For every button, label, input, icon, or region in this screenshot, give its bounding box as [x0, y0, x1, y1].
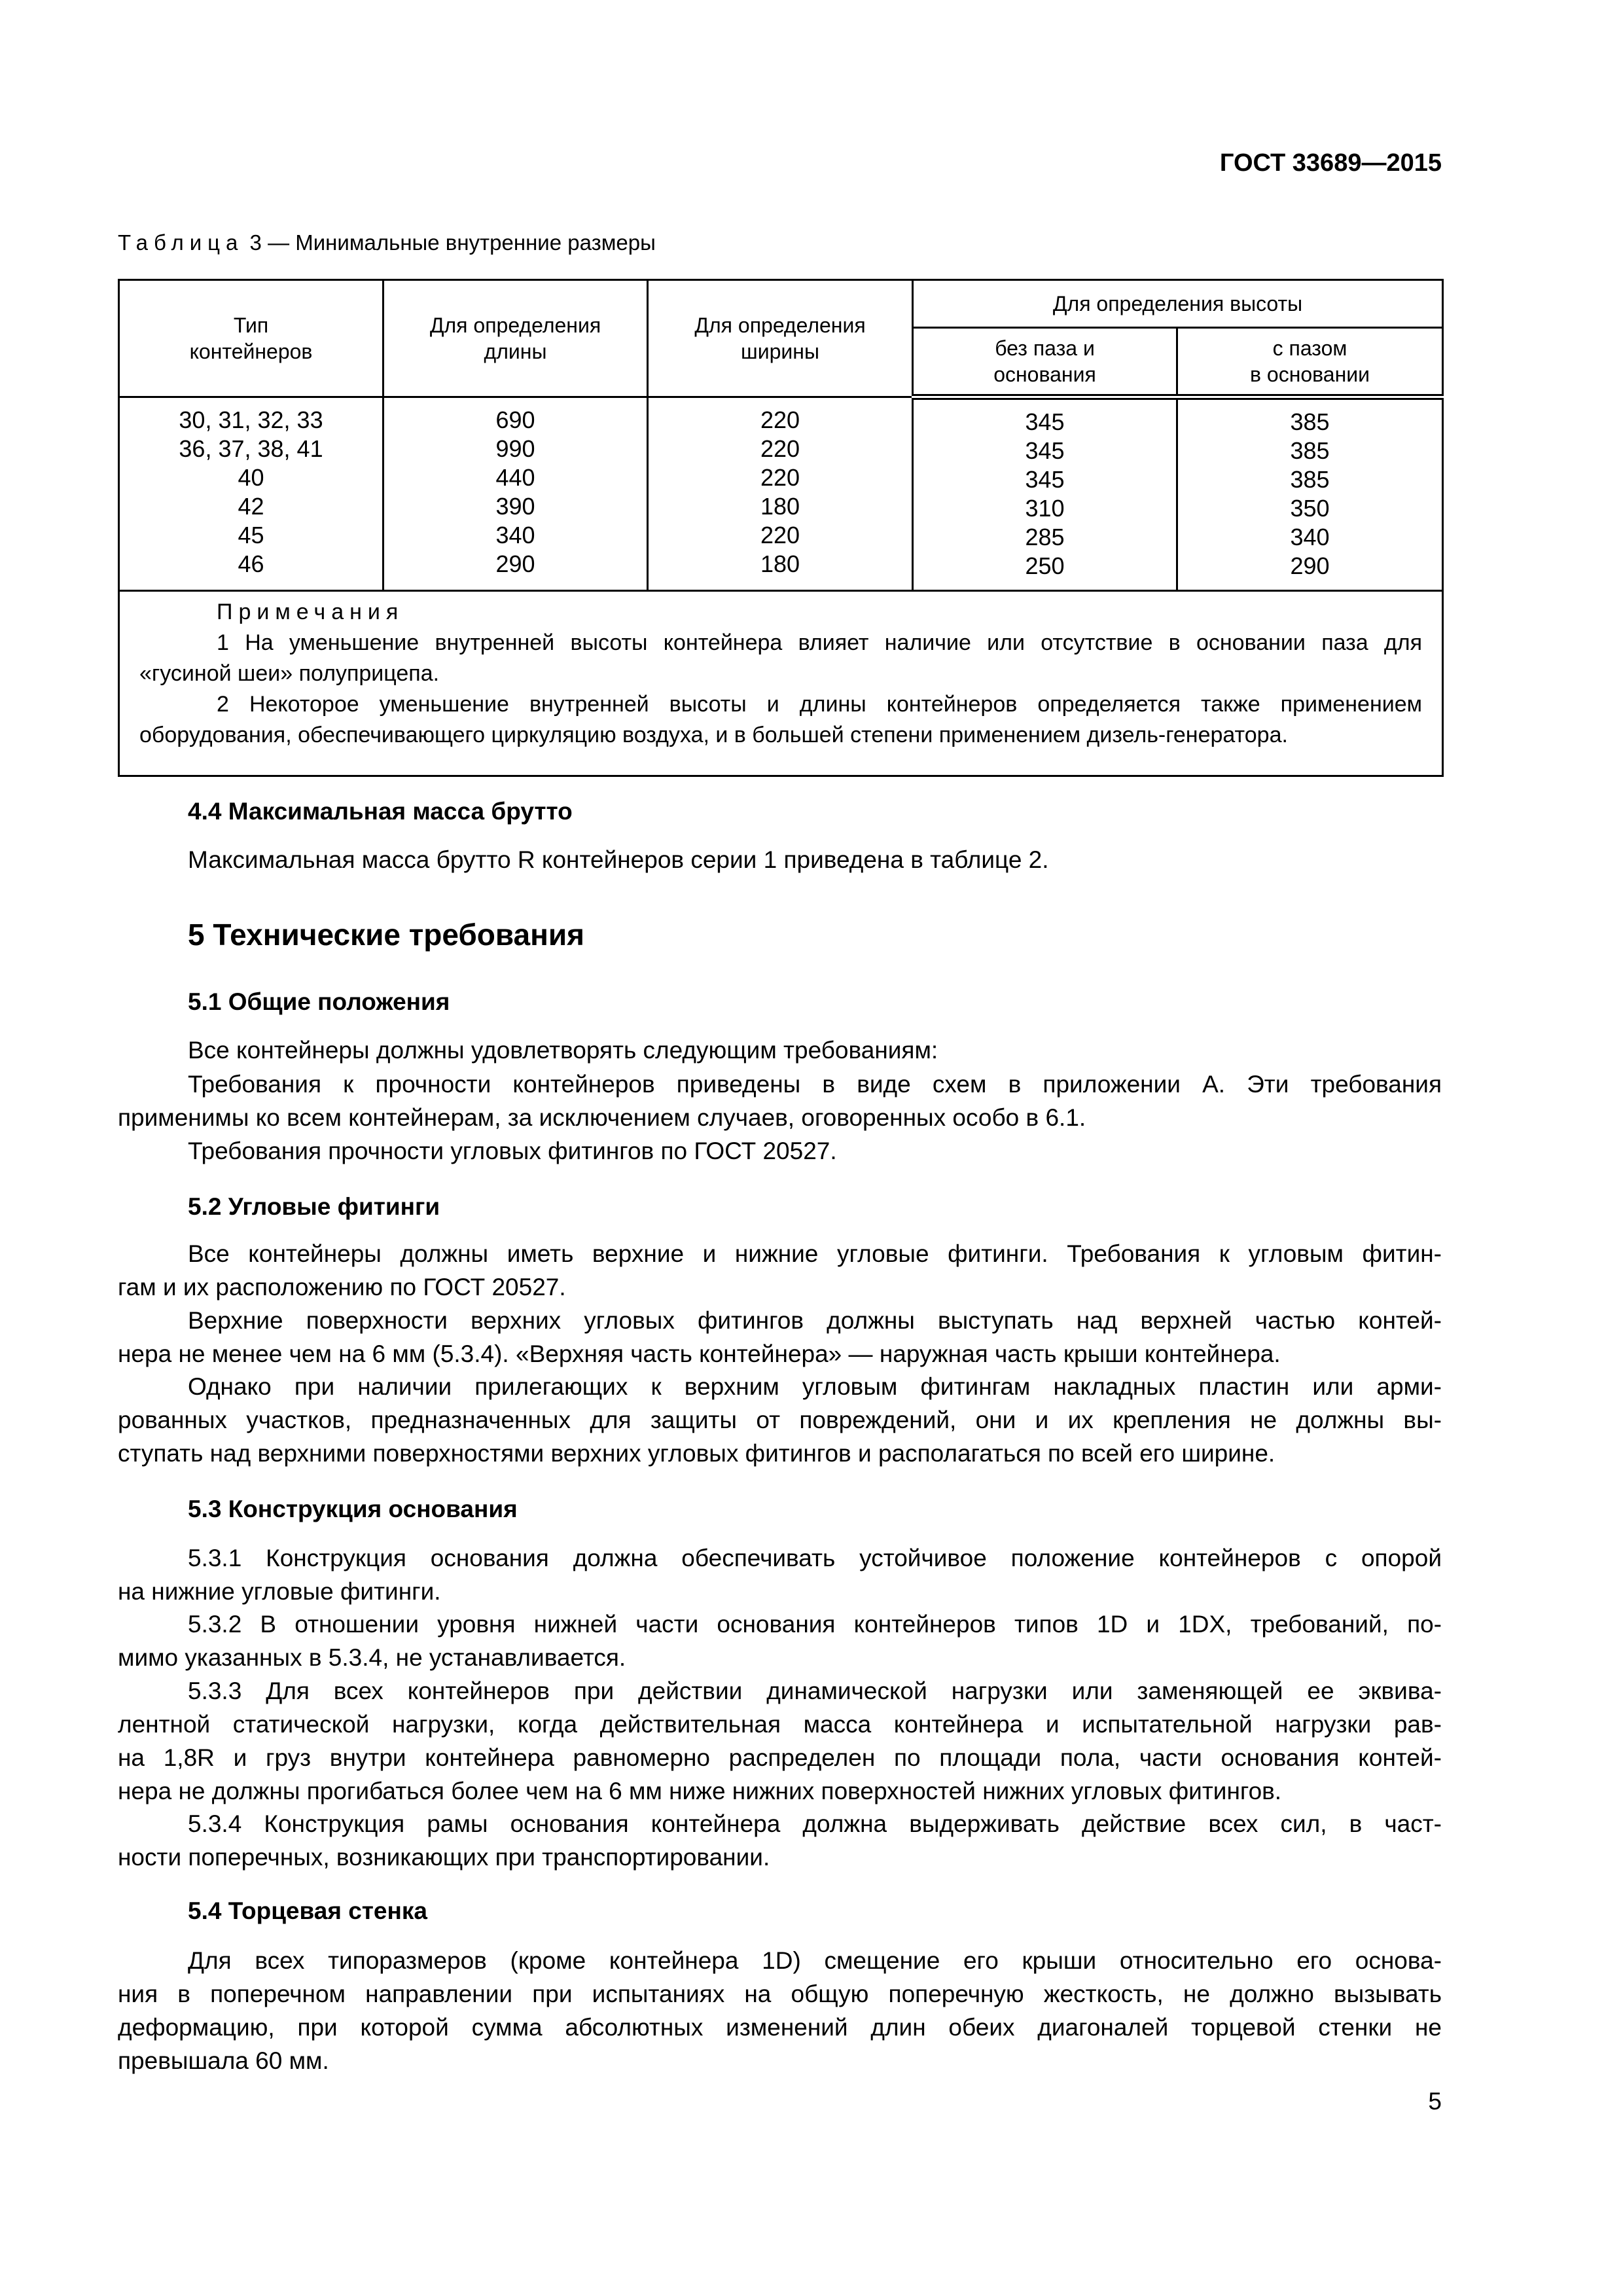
- text-line: 5.3.3 Для всех контейнеров при действии динамической нагрузки или заменяющей ее эквива-: [188, 1677, 1442, 1704]
- text-line: превышала 60 мм.: [118, 2047, 329, 2075]
- heading-text: 5.4 Торцевая стенка: [188, 1897, 427, 1924]
- table-cell: 180: [760, 550, 800, 577]
- table-cell: 345: [1025, 437, 1065, 464]
- header-height: Для определения высоты: [913, 280, 1443, 328]
- text-line: гам и их расположению по ГОСТ 20527.: [118, 1274, 566, 1301]
- section-heading: [118, 1894, 1442, 1928]
- text-line: Требования к прочности контейнеров приведены в виде схем в приложении А. Эти требования: [188, 1071, 1442, 1098]
- text-line: Требования прочности угловых фитингов по ГОСТ 20527.: [188, 1137, 837, 1164]
- text-line: применимы ко всем контейнерам, за исключением случаев, оговоренных особо в 6.1.: [118, 1104, 1086, 1132]
- table-caption-label: Таблица: [118, 230, 244, 255]
- section-heading: [118, 795, 1442, 828]
- paragraph: [118, 1541, 1442, 1608]
- table-cell: 390: [495, 493, 535, 520]
- table-cell: 340: [1290, 524, 1330, 550]
- text-line: Максимальная масса брутто R контейнеров серии 1 приведена в таблице 2.: [188, 846, 1049, 874]
- paragraph: [118, 1370, 1442, 1470]
- text-line: рованных участков, предназначенных для защиты от повреждений, они и их крепления не должны вы-: [118, 1407, 1442, 1434]
- text-line: нера не должны прогибаться более чем на 6 мм ниже нижних поверхностей нижних угловых фитингов.: [118, 1777, 1282, 1804]
- paragraph: [118, 1134, 1442, 1168]
- paragraph: [118, 1944, 1442, 2077]
- table-cell: 310: [1025, 495, 1065, 522]
- heading-text: 5.3 Конструкция основания: [188, 1496, 518, 1523]
- table-column-3: [913, 397, 1177, 591]
- text-line: нера не менее чем на 6 мм (5.3.4). «Верхняя часть контейнера» — наружная часть крыши контейнера.: [118, 1340, 1281, 1367]
- table-column-2: [648, 397, 913, 591]
- table-cell: 340: [495, 522, 535, 548]
- text-line: Однако при наличии прилегающих к верхним угловым фитингам накладных пластин или арми-: [188, 1373, 1442, 1401]
- header-width: Для определения ширины: [648, 280, 913, 397]
- paragraph: [118, 1607, 1442, 1674]
- table-cell: 690: [495, 406, 535, 433]
- paragraph: [118, 1304, 1442, 1371]
- header-type: Тип контейнеров: [119, 280, 383, 397]
- text-line: 5.3.4 Конструкция рамы основания контейнера должна выдерживать действие всех сил, в част-: [188, 1810, 1442, 1837]
- table-cell: 36, 37, 38, 41: [179, 435, 323, 462]
- table-data-row: [119, 397, 1443, 591]
- note-line: 1 На уменьшение внутренней высоты контейнера влияет наличие или отсутствие в основании паза для: [217, 630, 1423, 655]
- table-cell: 220: [760, 464, 800, 491]
- table-cell: 990: [495, 435, 535, 462]
- table-cell: 220: [760, 522, 800, 548]
- table-cell: 250: [1025, 552, 1065, 579]
- note-line: «гусиной шеи» полуприцепа.: [139, 661, 440, 686]
- min-internal-dimensions-table: [118, 279, 1444, 777]
- heading-text: 5.2 Угловые фитинги: [188, 1193, 440, 1221]
- header-length: Для определения длины: [383, 280, 648, 397]
- section-heading: [118, 985, 1442, 1018]
- text-line: Верхние поверхности верхних угловых фитингов должны выступать над верхней частью контей-: [188, 1306, 1442, 1334]
- header-groove: с пазом в основании: [1177, 328, 1443, 397]
- note-line: 2 Некоторое уменьшение внутренней высоты и длины контейнеров определяется также применением: [217, 692, 1423, 717]
- heading-text: 5 Технические требования: [188, 918, 584, 952]
- table-cell: 345: [1025, 466, 1065, 493]
- text-line: Все контейнеры должны удовлетворять следующим требованиям:: [188, 1037, 938, 1064]
- table-cell: 30, 31, 32, 33: [179, 406, 323, 433]
- paragraph: [118, 1067, 1442, 1134]
- table-cell: 220: [760, 435, 800, 462]
- text-line: мимо указанных в 5.3.4, не устанавливается.: [118, 1644, 626, 1672]
- section-heading: [118, 1190, 1442, 1223]
- page-number: 5: [1428, 2088, 1442, 2115]
- text-line: Все контейнеры должны иметь верхние и нижние угловые фитинги. Требования к угловым фитин-: [188, 1240, 1442, 1268]
- table-cell: 345: [1025, 408, 1065, 435]
- table-cell: 46: [238, 550, 264, 577]
- table-cell: 180: [760, 493, 800, 520]
- table-cell: 290: [495, 550, 535, 577]
- table-caption: [118, 230, 656, 255]
- text-line: ния в поперечном направлении при испытаниях на общую поперечную жесткость, не должно вызывать: [118, 1981, 1442, 2008]
- table-cell: 350: [1290, 495, 1330, 522]
- table-cell: 220: [760, 406, 800, 433]
- paragraph: [118, 1237, 1442, 1304]
- text-line: лентной статической нагрузки, когда действительная масса контейнера и испытательной нагрузки рав-: [118, 1710, 1442, 1738]
- text-line: на нижние угловые фитинги.: [118, 1577, 441, 1605]
- table-notes: [119, 591, 1443, 776]
- table-column-0: [119, 397, 383, 591]
- text-line: ступать над верхними поверхностями верхних угловых фитингов и располагаться по всей его ширине.: [118, 1440, 1275, 1467]
- table-cell: 385: [1290, 408, 1330, 435]
- table-cell: 45: [238, 522, 264, 548]
- text-line: 5.3.1 Конструкция основания должна обеспечивать устойчивое положение контейнеров с опорой: [188, 1544, 1442, 1571]
- paragraph: [118, 843, 1442, 876]
- table-cell: 385: [1290, 466, 1330, 493]
- notes-title: Примечания: [217, 600, 404, 624]
- table-column-4: [1177, 397, 1443, 591]
- paragraph: [118, 1033, 1442, 1067]
- paragraph: [118, 1674, 1442, 1808]
- section-heading: [118, 918, 1442, 952]
- text-line: 5.3.2 В отношении уровня нижней части основания контейнеров типов 1D и 1DX, требований, по-: [188, 1611, 1442, 1638]
- document-id: ГОСТ 33689—2015: [1219, 149, 1442, 177]
- table-caption-title: 3 — Минимальные внутренние размеры: [243, 230, 656, 255]
- text-line: деформацию, при которой сумма абсолютных изменений длин обеих диагоналей торцевой стенки не: [118, 2014, 1442, 2041]
- heading-text: 4.4 Максимальная масса брутто: [188, 797, 573, 825]
- table-cell: 290: [1290, 552, 1330, 579]
- text-line: Для всех типоразмеров (кроме контейнера 1D) смещение его крыши относительно его основа-: [188, 1947, 1442, 1975]
- table-cell: 385: [1290, 437, 1330, 464]
- paragraph: [118, 1807, 1442, 1874]
- table-cell: 42: [238, 493, 264, 520]
- table-cell: 440: [495, 464, 535, 491]
- section-heading: [118, 1492, 1442, 1526]
- table-cell: 285: [1025, 524, 1065, 550]
- table-column-1: [383, 397, 648, 591]
- heading-text: 5.1 Общие положения: [188, 988, 450, 1015]
- table-cell: 40: [238, 464, 264, 491]
- header-no-groove: без паза и основания: [913, 328, 1177, 397]
- note-line: оборудования, обеспечивающего циркуляцию воздуха, и в большей степени применением дизель-генератора.: [139, 723, 1288, 747]
- text-line: ности поперечных, возникающих при транспортировании.: [118, 1843, 770, 1871]
- text-line: на 1,8R и груз внутри контейнера равномерно распределен по площади пола, части основания контей-: [118, 1744, 1442, 1771]
